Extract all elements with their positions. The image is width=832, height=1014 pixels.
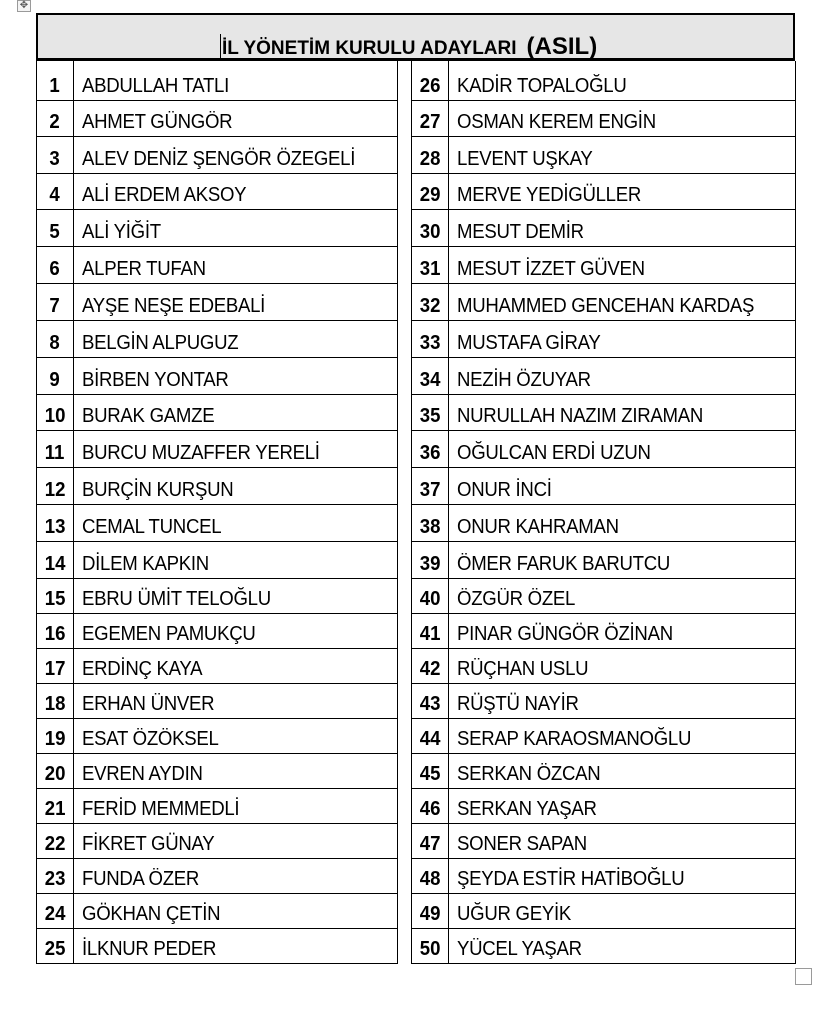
- table-row: [412, 894, 795, 929]
- row-number-text: 20: [44, 763, 66, 785]
- table-row: [412, 61, 795, 101]
- candidate-name: [74, 859, 397, 893]
- table-row: [412, 824, 795, 859]
- row-number-text: 25: [44, 938, 66, 960]
- row-number: [412, 754, 449, 788]
- row-number-text: 49: [419, 903, 441, 925]
- row-number-text: 2: [49, 111, 61, 133]
- row-number: [412, 137, 449, 173]
- table-row: [412, 431, 795, 468]
- candidate-name-text: MUSTAFA GİRAY: [457, 332, 601, 354]
- row-number-text: 13: [44, 516, 66, 538]
- candidate-name: [74, 579, 397, 613]
- candidate-name-text: ALİ ERDEM AKSOY: [82, 184, 247, 206]
- candidate-name-text: GÖKHAN ÇETİN: [82, 903, 221, 925]
- candidate-name-text: NEZİH ÖZUYAR: [457, 369, 591, 391]
- table-row: [37, 684, 397, 719]
- candidate-name: [449, 542, 795, 578]
- candidate-name: [449, 649, 795, 683]
- row-number-text: 17: [44, 658, 66, 680]
- table-row: [37, 754, 397, 789]
- table-row: [37, 859, 397, 894]
- row-number-text: 8: [49, 332, 61, 354]
- text-cursor: [220, 34, 221, 58]
- candidate-name-text: ŞEYDA ESTİR HATİBOĞLU: [457, 868, 685, 890]
- row-number-text: 23: [44, 868, 66, 890]
- table-row: [37, 431, 397, 468]
- row-number-text: 50: [419, 938, 441, 960]
- table-row: [412, 505, 795, 542]
- table-row: [412, 859, 795, 894]
- row-number-text: 26: [419, 75, 441, 97]
- table-row: [412, 321, 795, 358]
- row-number: [412, 789, 449, 823]
- row-number-text: 29: [419, 184, 441, 206]
- row-number-text: 15: [44, 588, 66, 610]
- candidate-name: [74, 824, 397, 858]
- candidate-name: [449, 395, 795, 430]
- candidate-name: [74, 505, 397, 541]
- row-number: [412, 210, 449, 246]
- row-number: [37, 210, 74, 246]
- title-suffix: (ASIL): [526, 33, 598, 60]
- candidate-name-text: KADİR TOPALOĞLU: [457, 75, 627, 97]
- row-number-text: 32: [419, 295, 441, 317]
- row-number: [37, 614, 74, 648]
- row-number: [37, 684, 74, 718]
- table-row: [412, 101, 795, 137]
- row-number-text: 42: [419, 658, 441, 680]
- candidate-name: [449, 358, 795, 394]
- row-number: [412, 614, 449, 648]
- table-row: [37, 247, 397, 284]
- candidate-name: [449, 824, 795, 858]
- row-number-text: 19: [44, 728, 66, 750]
- row-number-text: 36: [419, 442, 441, 464]
- candidate-name-text: İLKNUR PEDER: [82, 938, 217, 960]
- candidate-name: [449, 614, 795, 648]
- row-number: [412, 174, 449, 209]
- row-number-text: 31: [419, 258, 441, 280]
- table-row: [412, 754, 795, 789]
- candidate-name-text: AHMET GÜNGÖR: [82, 111, 233, 133]
- candidate-name-text: BURAK GAMZE: [82, 405, 215, 427]
- candidate-name: [449, 859, 795, 893]
- row-number: [412, 719, 449, 753]
- table-row: [37, 614, 397, 649]
- candidate-name-text: FİKRET GÜNAY: [82, 833, 215, 855]
- row-number-text: 22: [44, 833, 66, 855]
- row-number-text: 35: [419, 405, 441, 427]
- table-row: [412, 719, 795, 754]
- table-row: [37, 321, 397, 358]
- resize-handle-icon[interactable]: [795, 968, 812, 985]
- candidate-name-text: DİLEM KAPKIN: [82, 553, 209, 575]
- candidate-name: [449, 719, 795, 753]
- candidate-name-text: OĞULCAN ERDİ UZUN: [457, 442, 651, 464]
- table-row: [37, 61, 397, 101]
- row-number: [412, 649, 449, 683]
- candidate-name-text: LEVENT UŞKAY: [457, 148, 593, 170]
- candidate-name: [74, 894, 397, 928]
- move-arrows-icon[interactable]: ✥: [17, 0, 31, 12]
- row-number-text: 9: [49, 369, 61, 391]
- table-row: [37, 824, 397, 859]
- candidate-name: [449, 284, 795, 320]
- candidate-name: [449, 754, 795, 788]
- table-row: [37, 505, 397, 542]
- candidate-name: [449, 321, 795, 357]
- table-row: [37, 929, 397, 964]
- table-row: [412, 395, 795, 431]
- row-number: [412, 929, 449, 963]
- row-number-text: 3: [49, 148, 61, 170]
- candidate-name: [74, 684, 397, 718]
- candidate-name-text: NURULLAH NAZIM ZIRAMAN: [457, 405, 704, 427]
- table-row: [37, 789, 397, 824]
- candidate-name: [449, 505, 795, 541]
- candidate-name-text: MERVE YEDİGÜLLER: [457, 184, 642, 206]
- candidate-name: [74, 210, 397, 246]
- candidate-name-text: ERHAN ÜNVER: [82, 693, 215, 715]
- candidate-name: [74, 247, 397, 283]
- candidate-name-text: EVREN AYDIN: [82, 763, 203, 785]
- candidate-name-text: ONUR KAHRAMAN: [457, 516, 619, 538]
- candidate-name: [449, 61, 795, 100]
- candidate-name-text: RÜÇHAN USLU: [457, 658, 589, 680]
- row-number-text: 27: [419, 111, 441, 133]
- table-row: [412, 649, 795, 684]
- row-number: [412, 247, 449, 283]
- candidate-name: [449, 579, 795, 613]
- row-number: [412, 579, 449, 613]
- candidate-name-text: BURCU MUZAFFER YERELİ: [82, 442, 320, 464]
- row-number-text: 21: [44, 798, 66, 820]
- candidate-name: [74, 174, 397, 209]
- page-title: [220, 33, 597, 61]
- candidate-name-text: ALİ YİĞİT: [82, 221, 161, 243]
- candidate-name-text: BİRBEN YONTAR: [82, 369, 229, 391]
- table-row: [37, 395, 397, 431]
- table-row: [412, 210, 795, 247]
- row-number-text: 33: [419, 332, 441, 354]
- table-row: [37, 137, 397, 174]
- row-number-text: 43: [419, 693, 441, 715]
- candidate-name: [74, 431, 397, 467]
- table-row: [412, 684, 795, 719]
- candidate-name-text: SERKAN YAŞAR: [457, 798, 597, 820]
- table-row: [37, 101, 397, 137]
- row-number: [37, 395, 74, 430]
- row-number: [412, 542, 449, 578]
- candidate-name: [74, 649, 397, 683]
- row-number-text: 28: [419, 148, 441, 170]
- row-number-text: 48: [419, 868, 441, 890]
- row-number: [412, 824, 449, 858]
- row-number: [412, 284, 449, 320]
- table-row: [37, 579, 397, 614]
- table-row: [412, 358, 795, 395]
- row-number-text: 11: [45, 442, 65, 464]
- row-number-text: 1: [49, 75, 61, 97]
- candidate-name: [74, 719, 397, 753]
- row-number: [37, 542, 74, 578]
- row-number-text: 7: [49, 295, 61, 317]
- row-number-text: 12: [44, 479, 66, 501]
- row-number-text: 40: [419, 588, 441, 610]
- row-number: [412, 894, 449, 928]
- candidate-name-text: ALPER TUFAN: [82, 258, 206, 280]
- table-row: [412, 929, 795, 964]
- candidate-name: [449, 101, 795, 136]
- candidate-name: [449, 247, 795, 283]
- candidate-name: [74, 754, 397, 788]
- row-number: [37, 754, 74, 788]
- candidate-name: [74, 321, 397, 357]
- row-number: [37, 929, 74, 963]
- candidate-name: [74, 468, 397, 504]
- candidate-name-text: EBRU ÜMİT TELOĞLU: [82, 588, 271, 610]
- row-number-text: 45: [419, 763, 441, 785]
- candidate-name-text: SONER SAPAN: [457, 833, 587, 855]
- candidate-name: [74, 101, 397, 136]
- row-number: [37, 579, 74, 613]
- row-number: [37, 649, 74, 683]
- candidate-name: [74, 542, 397, 578]
- table-row: [37, 649, 397, 684]
- candidate-name: [74, 929, 397, 963]
- candidate-list-left: [36, 61, 398, 964]
- title-main: İL YÖNETİM KURULU ADAYLARI: [222, 38, 517, 59]
- table-row: [412, 174, 795, 210]
- title-banner: [36, 13, 795, 61]
- row-number: [37, 719, 74, 753]
- candidate-name-text: EGEMEN PAMUKÇU: [82, 623, 256, 645]
- row-number-text: 39: [419, 553, 441, 575]
- candidate-name: [74, 395, 397, 430]
- table-row: [412, 247, 795, 284]
- table-row: [412, 579, 795, 614]
- table-row: [37, 719, 397, 754]
- row-number: [37, 321, 74, 357]
- row-number: [37, 358, 74, 394]
- candidate-name-text: ALEV DENİZ ŞENGÖR ÖZEGELİ: [82, 148, 356, 170]
- candidate-name: [449, 894, 795, 928]
- candidate-name: [449, 684, 795, 718]
- candidate-name: [449, 431, 795, 467]
- row-number: [37, 859, 74, 893]
- table-row: [37, 358, 397, 395]
- candidate-name-text: ERDİNÇ KAYA: [82, 658, 203, 680]
- row-number-text: 44: [419, 728, 441, 750]
- row-number: [412, 61, 449, 100]
- row-number: [412, 358, 449, 394]
- candidate-name-text: RÜŞTÜ NAYİR: [457, 693, 579, 715]
- candidate-name-text: CEMAL TUNCEL: [82, 516, 222, 538]
- row-number: [412, 431, 449, 467]
- table-row: [412, 542, 795, 579]
- row-number: [37, 101, 74, 136]
- row-number-text: 4: [49, 184, 61, 206]
- candidate-name-text: YÜCEL YAŞAR: [457, 938, 582, 960]
- candidate-name: [449, 789, 795, 823]
- candidate-name-text: BELGİN ALPUGUZ: [82, 332, 239, 354]
- table-row: [37, 542, 397, 579]
- row-number-text: 5: [49, 221, 61, 243]
- row-number: [37, 505, 74, 541]
- row-number: [37, 247, 74, 283]
- row-number: [412, 101, 449, 136]
- row-number: [412, 321, 449, 357]
- candidate-name-text: ABDULLAH TATLI: [82, 75, 230, 97]
- candidate-name-text: MESUT DEMİR: [457, 221, 584, 243]
- row-number: [412, 395, 449, 430]
- row-number: [37, 894, 74, 928]
- row-number: [37, 61, 74, 100]
- table-row: [412, 284, 795, 321]
- row-number: [412, 859, 449, 893]
- row-number-text: 38: [419, 516, 441, 538]
- candidate-name-text: ÖZGÜR ÖZEL: [457, 588, 576, 610]
- candidate-name: [74, 614, 397, 648]
- candidate-name: [449, 468, 795, 504]
- row-number-text: 6: [49, 258, 61, 280]
- row-number: [37, 468, 74, 504]
- candidate-name-text: ONUR İNCİ: [457, 479, 552, 501]
- candidate-name-text: ESAT ÖZÖKSEL: [82, 728, 219, 750]
- candidate-name-text: FERİD MEMMEDLİ: [82, 798, 240, 820]
- table-row: [37, 210, 397, 247]
- row-number: [412, 505, 449, 541]
- table-row: [412, 789, 795, 824]
- row-number-text: 41: [419, 623, 441, 645]
- row-number: [412, 684, 449, 718]
- candidate-name: [74, 789, 397, 823]
- candidate-name-text: ÖMER FARUK BARUTCU: [457, 553, 671, 575]
- candidate-name-text: OSMAN KEREM ENGİN: [457, 111, 656, 133]
- candidate-name-text: FUNDA ÖZER: [82, 868, 200, 890]
- row-number: [37, 789, 74, 823]
- row-number-text: 47: [419, 833, 441, 855]
- row-number-text: 24: [44, 903, 66, 925]
- table-row: [412, 137, 795, 174]
- candidate-name-text: MESUT İZZET GÜVEN: [457, 258, 645, 280]
- candidate-name-text: SERKAN ÖZCAN: [457, 763, 601, 785]
- candidate-name-text: AYŞE NEŞE EDEBALİ: [82, 295, 266, 317]
- candidate-name-text: SERAP KARAOSMANOĞLU: [457, 728, 692, 750]
- candidate-name: [74, 61, 397, 100]
- table-row: [412, 614, 795, 649]
- row-number-text: 30: [419, 221, 441, 243]
- row-number-text: 16: [44, 623, 66, 645]
- table-row: [37, 468, 397, 505]
- row-number-text: 14: [44, 553, 66, 575]
- table-row: [412, 468, 795, 505]
- row-number: [37, 284, 74, 320]
- table-row: [37, 174, 397, 210]
- candidate-name-text: PINAR GÜNGÖR ÖZİNAN: [457, 623, 673, 645]
- row-number: [37, 824, 74, 858]
- row-number: [37, 174, 74, 209]
- candidate-name-text: MUHAMMED GENCEHAN KARDAŞ: [457, 295, 755, 317]
- candidate-name-text: UĞUR GEYİK: [457, 903, 571, 925]
- row-number-text: 18: [44, 693, 66, 715]
- candidate-name: [74, 137, 397, 173]
- candidate-name: [449, 210, 795, 246]
- table-row: [37, 284, 397, 321]
- candidate-name-text: BURÇİN KURŞUN: [82, 479, 234, 501]
- row-number-text: 34: [419, 369, 441, 391]
- candidate-name: [74, 284, 397, 320]
- row-number-text: 10: [44, 405, 66, 427]
- candidate-name: [449, 137, 795, 173]
- row-number: [412, 468, 449, 504]
- candidate-name: [449, 174, 795, 209]
- row-number-text: 37: [419, 479, 441, 501]
- row-number-text: 46: [419, 798, 441, 820]
- row-number: [37, 137, 74, 173]
- candidate-name: [74, 358, 397, 394]
- candidate-list-right: [411, 61, 796, 964]
- candidate-name: [449, 929, 795, 963]
- row-number: [37, 431, 74, 467]
- table-row: [37, 894, 397, 929]
